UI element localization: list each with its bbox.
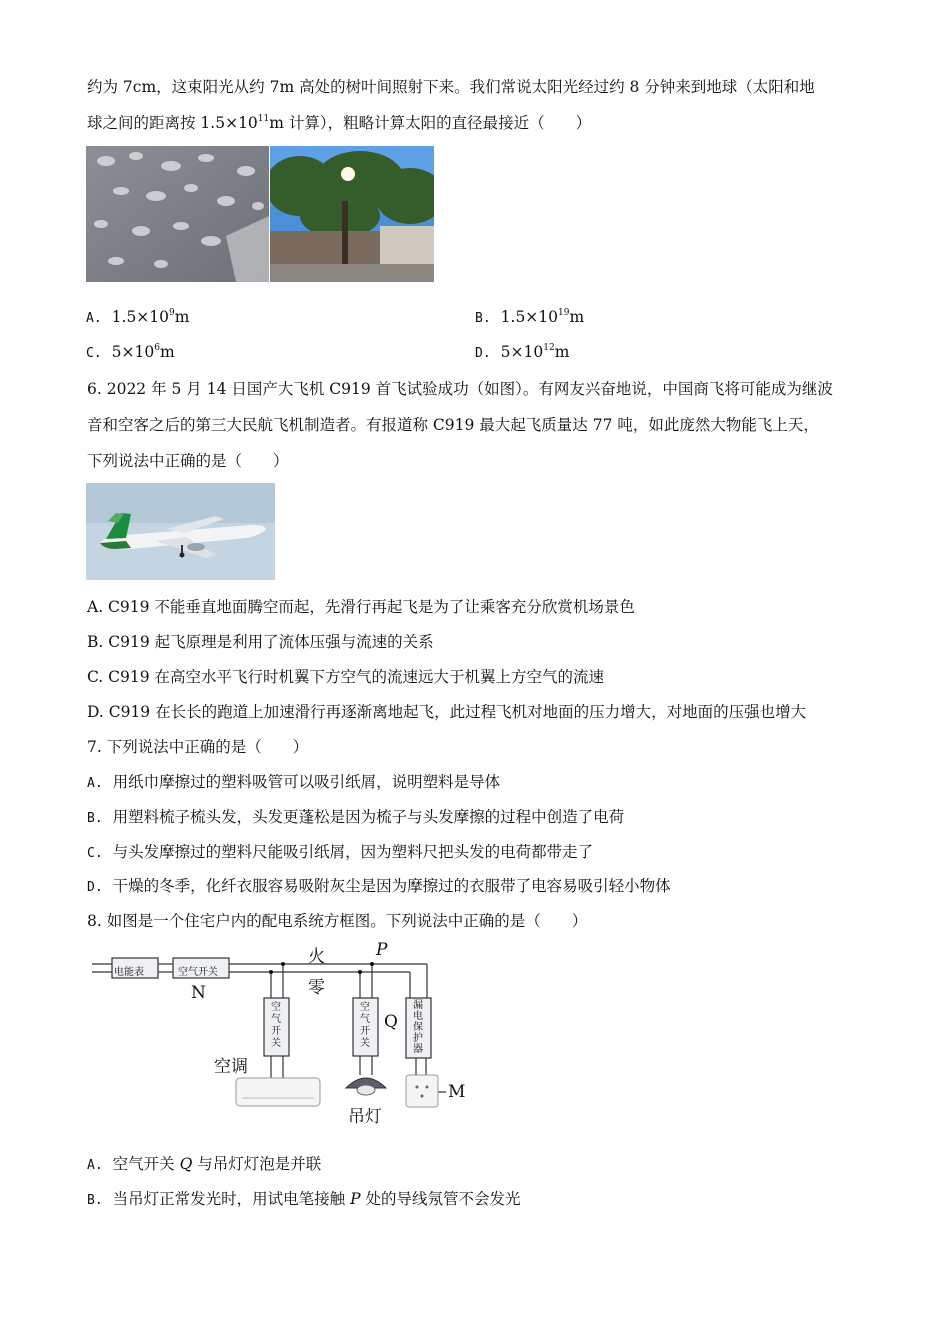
point-n-label: N [191,983,206,1003]
q6-option-b[interactable]: B. C919 起飞原理是利用了流体压强与流速的关系 [87,633,434,651]
q7-option-a[interactable]: A. 用纸巾摩擦过的塑料吸管可以吸引纸屑，说明塑料是导体 [87,773,501,791]
leak-protector-label: 漏 电 保 护 器 [413,1000,423,1055]
q5-option-b[interactable]: B. $1.5\times 10^{19}m$ [475,308,585,326]
lamp-label: 吊灯 [348,1107,382,1127]
q7-option-b[interactable]: B. 用塑料梳子梳头发，头发更蓬松是因为梳子与头发摩擦的过程中创造了电荷 [87,808,625,826]
q7-option-d[interactable]: D. 干燥的冬季，化纤衣服容易吸附灰尘是因为摩擦过的衣服带了电容易吸引轻小物体 [87,877,671,895]
q6-option-d[interactable]: D. C919 在长长的跑道上加速滑行再逐渐离地起飞，此过程飞机对地面的压力增大，对地面的压强也增大 [87,703,807,721]
q5-text-line2: 球之间的距离按 $1.5\times 10^{11}m$ 计算），粗略计算太阳的直径最接近（ ） [87,114,592,132]
branch-switch-2-label: 空 气 开 关 [360,1002,370,1049]
c919-airplane-photo [86,483,275,580]
q6-stem-line3: 下列说法中正确的是（ ） [87,452,289,470]
q7-option-c[interactable]: C. 与头发摩擦过的塑料尺能吸引纸屑，因为塑料尺把头发的电荷都带走了 [87,843,594,861]
q5-option-c[interactable]: C. $5\times 10^6m$ [86,343,175,361]
q6-stem-line2: 音和空客之后的第三大民航飞机制造者。有报道称 C919 最大起飞质量达 77 吨，如此庞然大物能飞上天， [87,416,819,434]
point-m-label: M [448,1082,466,1102]
meter-label: 电能表 [114,967,144,978]
q7-stem: 7. 下列说法中正确的是（ ） [87,738,309,756]
q8-option-a[interactable]: A. 空气开关 Q 与吊灯灯泡是并联 [87,1155,322,1173]
sunlight-shadow-photo [86,146,269,282]
q8-option-b[interactable]: B. 当吊灯正常发光时，用试电笔接触 P 处的导线氖管不会发光 [87,1190,521,1208]
q6-option-c[interactable]: C. C919 在高空水平飞行时机翼下方空气的流速远大于机翼上方空气的流速 [87,668,605,686]
point-p-label: P [376,940,388,960]
distribution-system-diagram [90,940,480,1130]
q5-text-line1: 约为 7cm，这束阳光从约 7m 高处的树叶间照射下来。我们常说太阳光经过约 8 分钟来到地球（太阳和地 [87,78,815,96]
tree-sunlight-photo [270,146,434,282]
q6-stem-line1: 6. 2022 年 5 月 14 日国产大飞机 C919 首飞试验成功（如图）。有网友兴奋地说，中国商飞将可能成为继波 [87,380,833,398]
branch-switch-1-label: 空 气 开 关 [271,1002,281,1049]
fire-line-label: 火 [308,947,325,967]
q8-stem: 8. 如图是一个住宅户内的配电系统方框图。下列说法中正确的是（ ） [87,912,588,930]
main-switch-label: 空气开关 [178,967,218,978]
aircon-label: 空调 [214,1057,248,1077]
q6-option-a[interactable]: A. C919 不能垂直地面腾空而起，先滑行再起飞是为了让乘客充分欣赏机场景色 [87,598,635,616]
zero-line-label: 零 [308,978,325,998]
point-q-label: Q [384,1012,398,1032]
q5-option-d[interactable]: D. $5\times 10^{12}m$ [475,343,570,361]
q5-option-a[interactable]: A. $1.5\times 10^9m$ [86,308,190,326]
